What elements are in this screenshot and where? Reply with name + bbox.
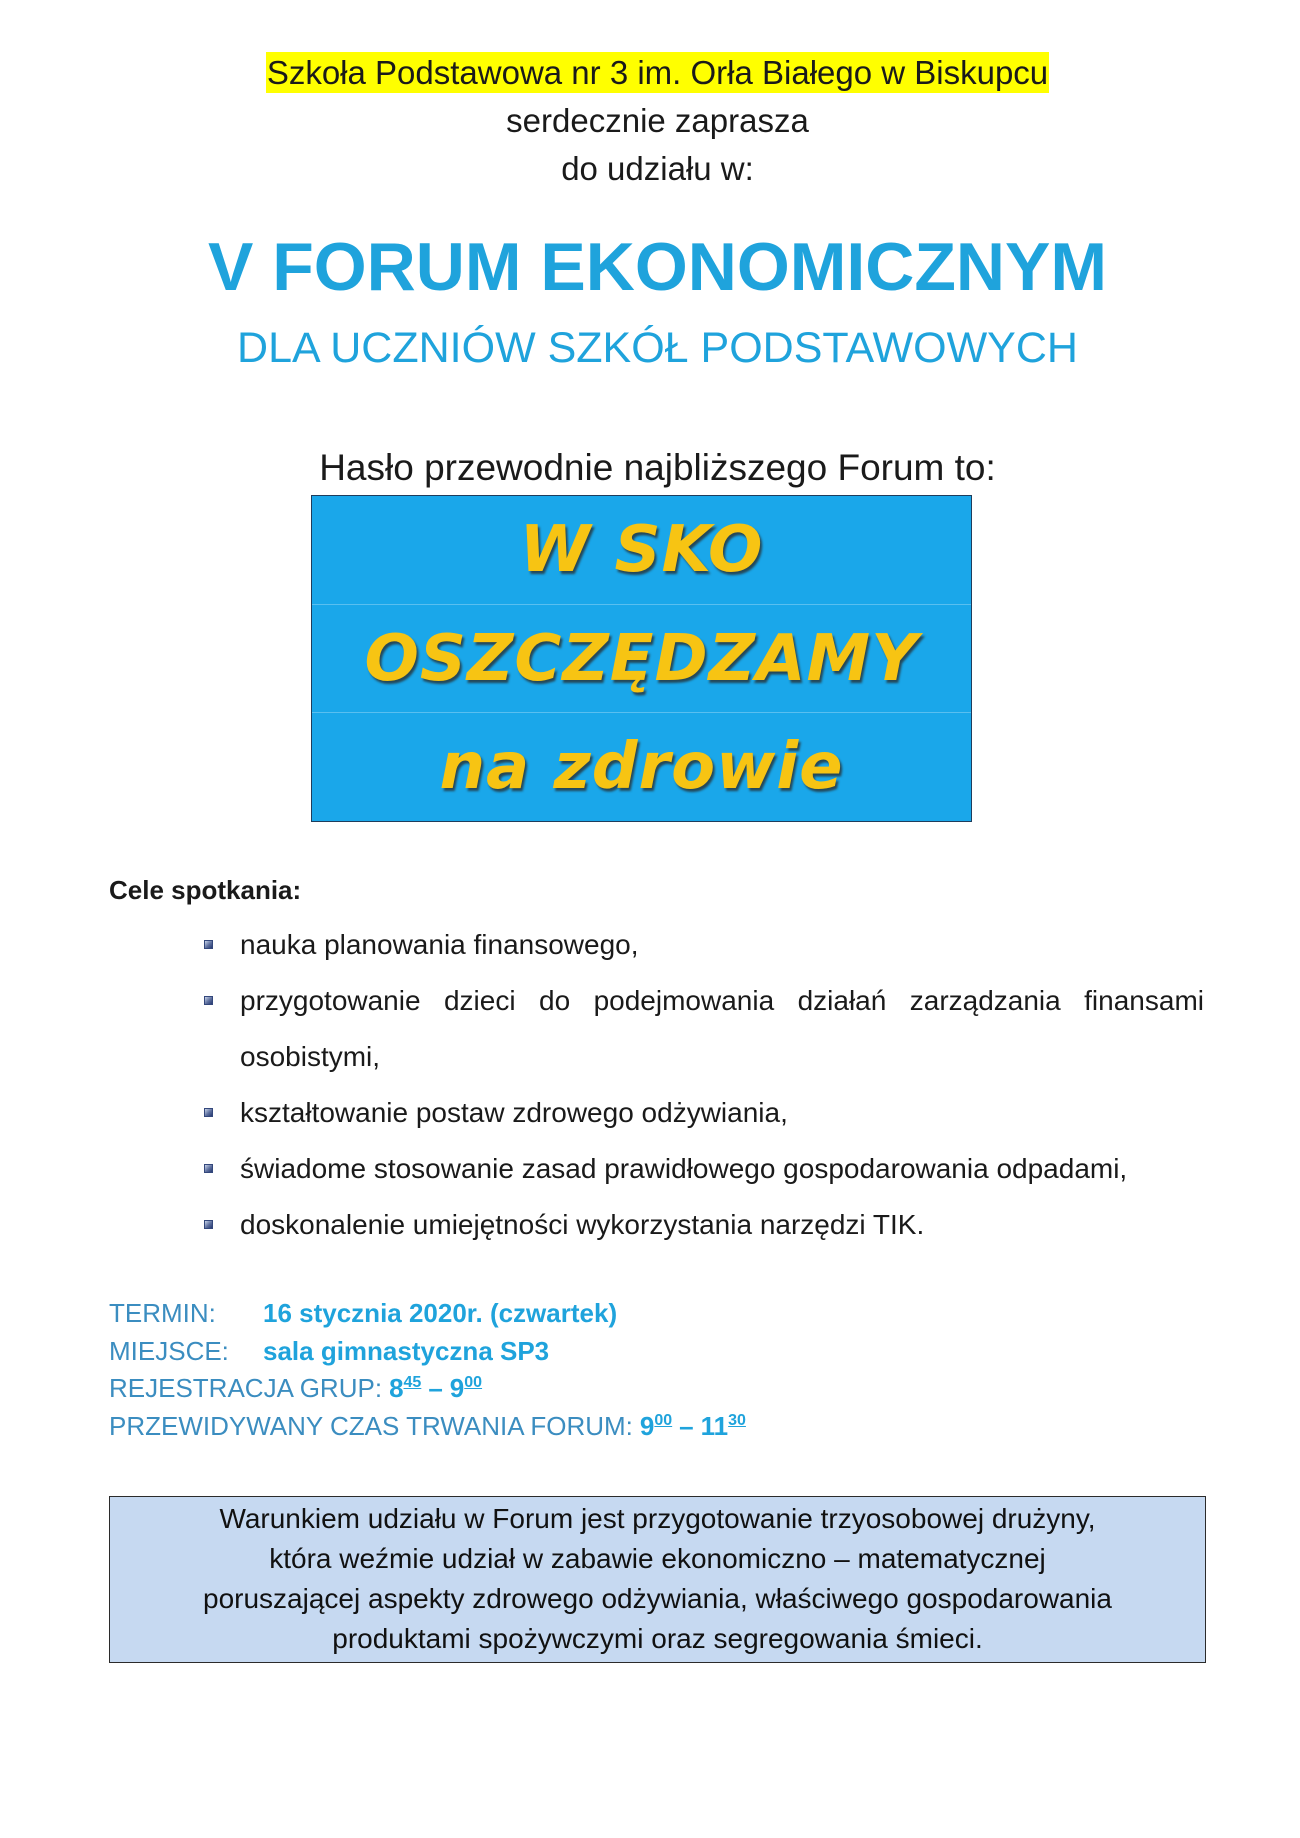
duration-row — [109, 1408, 746, 1446]
registration-label: REJESTRACJA GRUP: — [109, 1373, 383, 1403]
place-label: MIEJSCE: — [109, 1335, 229, 1366]
school-name: Szkoła Podstawowa nr 3 im. Orła Białego w Biskupcu — [266, 54, 1049, 91]
goal-text: świadome stosowanie zasad prawidłowego gospodarowania odpadami, — [240, 1153, 1128, 1184]
registration-start-hour: 8 — [389, 1373, 404, 1403]
participation-notice — [109, 1496, 1206, 1663]
place-value: sala gimnastyczna SP3 — [263, 1335, 550, 1366]
goal-item — [0, 1085, 1204, 1141]
motto-intro: Hasło przewodnie najbliższego Forum to: — [319, 447, 996, 488]
registration-end-hour: 9 — [449, 1373, 465, 1403]
goal-item — [0, 917, 1204, 973]
registration-end-minutes: 00 — [464, 1374, 483, 1391]
bullet-square-icon — [204, 940, 213, 949]
goal-text: kształtowanie postaw zdrowego odżywiania, — [240, 1097, 788, 1128]
duration-value — [640, 1411, 746, 1441]
goal-item — [0, 1141, 1204, 1197]
bullet-square-icon — [204, 996, 213, 1005]
goal-text: przygotowanie dzieci do podejmowania działań zarządzania finansami — [240, 985, 1204, 1016]
bullet-square-icon — [204, 1220, 213, 1229]
invite-line-2: do udziału w: — [561, 150, 754, 187]
date-value: 16 stycznia 2020r. (czwartek) — [263, 1298, 618, 1328]
slogan-line-2: OSZCZĘDZAMY — [312, 604, 971, 713]
duration-label: PRZEWIDYWANY CZAS TRWANIA FORUM: — [109, 1410, 633, 1441]
goal-text: nauka planowania finansowego, — [240, 929, 639, 960]
notice-line-1: Warunkiem udziału w Forum jest przygotowanie trzyosobowej drużyny, — [219, 1503, 1096, 1534]
slogan-box — [311, 495, 972, 822]
duration-end-hour: 11 — [700, 1410, 729, 1441]
registration-row — [109, 1370, 746, 1408]
goal-item — [0, 1197, 1204, 1253]
school-name-line — [109, 49, 1206, 97]
duration-start-hour: 9 — [639, 1410, 655, 1441]
event-details — [109, 1295, 746, 1445]
registration-value — [389, 1373, 482, 1403]
notice-line-4: produktami spożywczymi oraz segregowania śmieci. — [332, 1623, 983, 1654]
registration-separator: – — [428, 1373, 443, 1403]
place-row — [109, 1333, 746, 1371]
slogan-line-3: na zdrowie — [312, 712, 971, 821]
duration-separator: – — [679, 1410, 694, 1441]
event-title: V FORUM EKONOMICZNYM — [207, 229, 1108, 305]
date-row — [109, 1295, 746, 1333]
invite-line-1: serdecznie zaprasza — [506, 102, 809, 139]
goals-heading: Cele spotkania: — [109, 875, 302, 905]
registration-start-minutes: 45 — [403, 1374, 422, 1391]
duration-start-minutes: 00 — [654, 1411, 673, 1429]
slogan-line-1: W SKO — [519, 512, 764, 587]
goal-text: doskonalenie umiejętności wykorzystania narzędzi TIK. — [240, 1209, 925, 1240]
notice-line-2: która weźmie udział w zabawie ekonomiczno – matematycznej — [269, 1543, 1046, 1574]
date-label: TERMIN: — [109, 1298, 216, 1328]
goals-list — [0, 917, 1204, 1253]
duration-end-minutes: 30 — [728, 1411, 746, 1429]
event-subtitle: DLA UCZNIÓW SZKÓŁ PODSTAWOWYCH — [237, 324, 1078, 372]
goal-item — [0, 973, 1204, 1085]
notice-line-3: poruszającej aspekty zdrowego odżywiania, właściwego gospodarowania — [203, 1583, 1112, 1614]
bullet-square-icon — [204, 1108, 213, 1117]
bullet-square-icon — [204, 1164, 213, 1173]
goal-text-continuation: osobistymi, — [240, 1041, 381, 1072]
